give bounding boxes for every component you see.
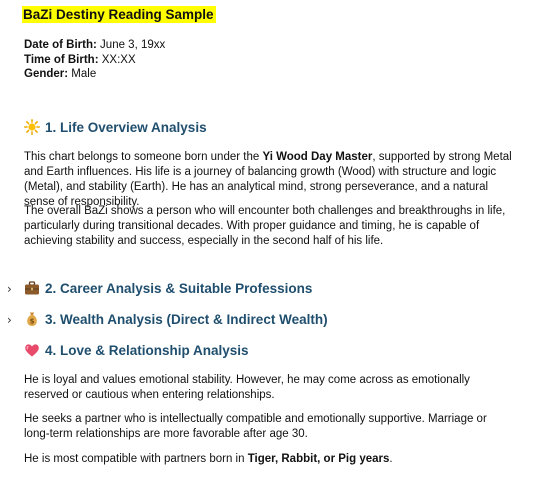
love-paragraph-3: He is most compatible with partners born in Tiger, Rabbit, or Pig years. — [24, 453, 393, 465]
document-title: BaZi Destiny Reading Sample — [23, 7, 214, 22]
date-of-birth: Date of Birth: June 3, 19xx — [24, 39, 166, 51]
section-heading-life-overview: 1. Life Overview Analysis — [24, 119, 207, 135]
overview-paragraph-1: This chart belongs to someone born under the Yi Wood Day Master, supported by strong Metal and Earth influences. His life is a journey of balancing growth (Wood) with structure and logic (Metal), and stability (Earth). He has an analytical mind, strong perseverance, and a natural sense of responsibility. — [24, 151, 512, 208]
gender: Gender: Male — [24, 68, 97, 80]
love-paragraph-1: He is loyal and values emotional stability. However, he may come across as emotionally reserved or cautious when entering relationships. — [24, 374, 470, 401]
section-heading-career[interactable]: 2. Career Analysis & Suitable Professions — [24, 280, 312, 296]
sun-icon — [24, 119, 40, 135]
expand-chevron-wealth[interactable]: › — [7, 313, 12, 327]
svg-text:$: $ — [29, 317, 35, 326]
expand-chevron-career[interactable]: › — [7, 282, 12, 296]
overview-paragraph-2: The overall BaZi shows a person who will encounter both challenges and breakthroughs in life, particularly during transitional decades. With proper guidance and timing, he is capable of achieving stability and success, especially in the second half of his life. — [24, 205, 506, 247]
love-paragraph-2: He seeks a partner who is intellectually compatible and emotionally supportive. Marriage or long-term relationships are more favorable after age 30. — [24, 413, 487, 440]
section-heading-wealth[interactable]: $ 3. Wealth Analysis (Direct & Indirect Wealth) — [24, 311, 328, 327]
briefcase-icon — [24, 280, 40, 296]
money-bag-icon — [24, 311, 40, 327]
section-heading-love: 4. Love & Relationship Analysis — [24, 342, 249, 358]
heart-icon — [24, 342, 40, 358]
time-of-birth: Time of Birth: XX:XX — [24, 54, 136, 66]
